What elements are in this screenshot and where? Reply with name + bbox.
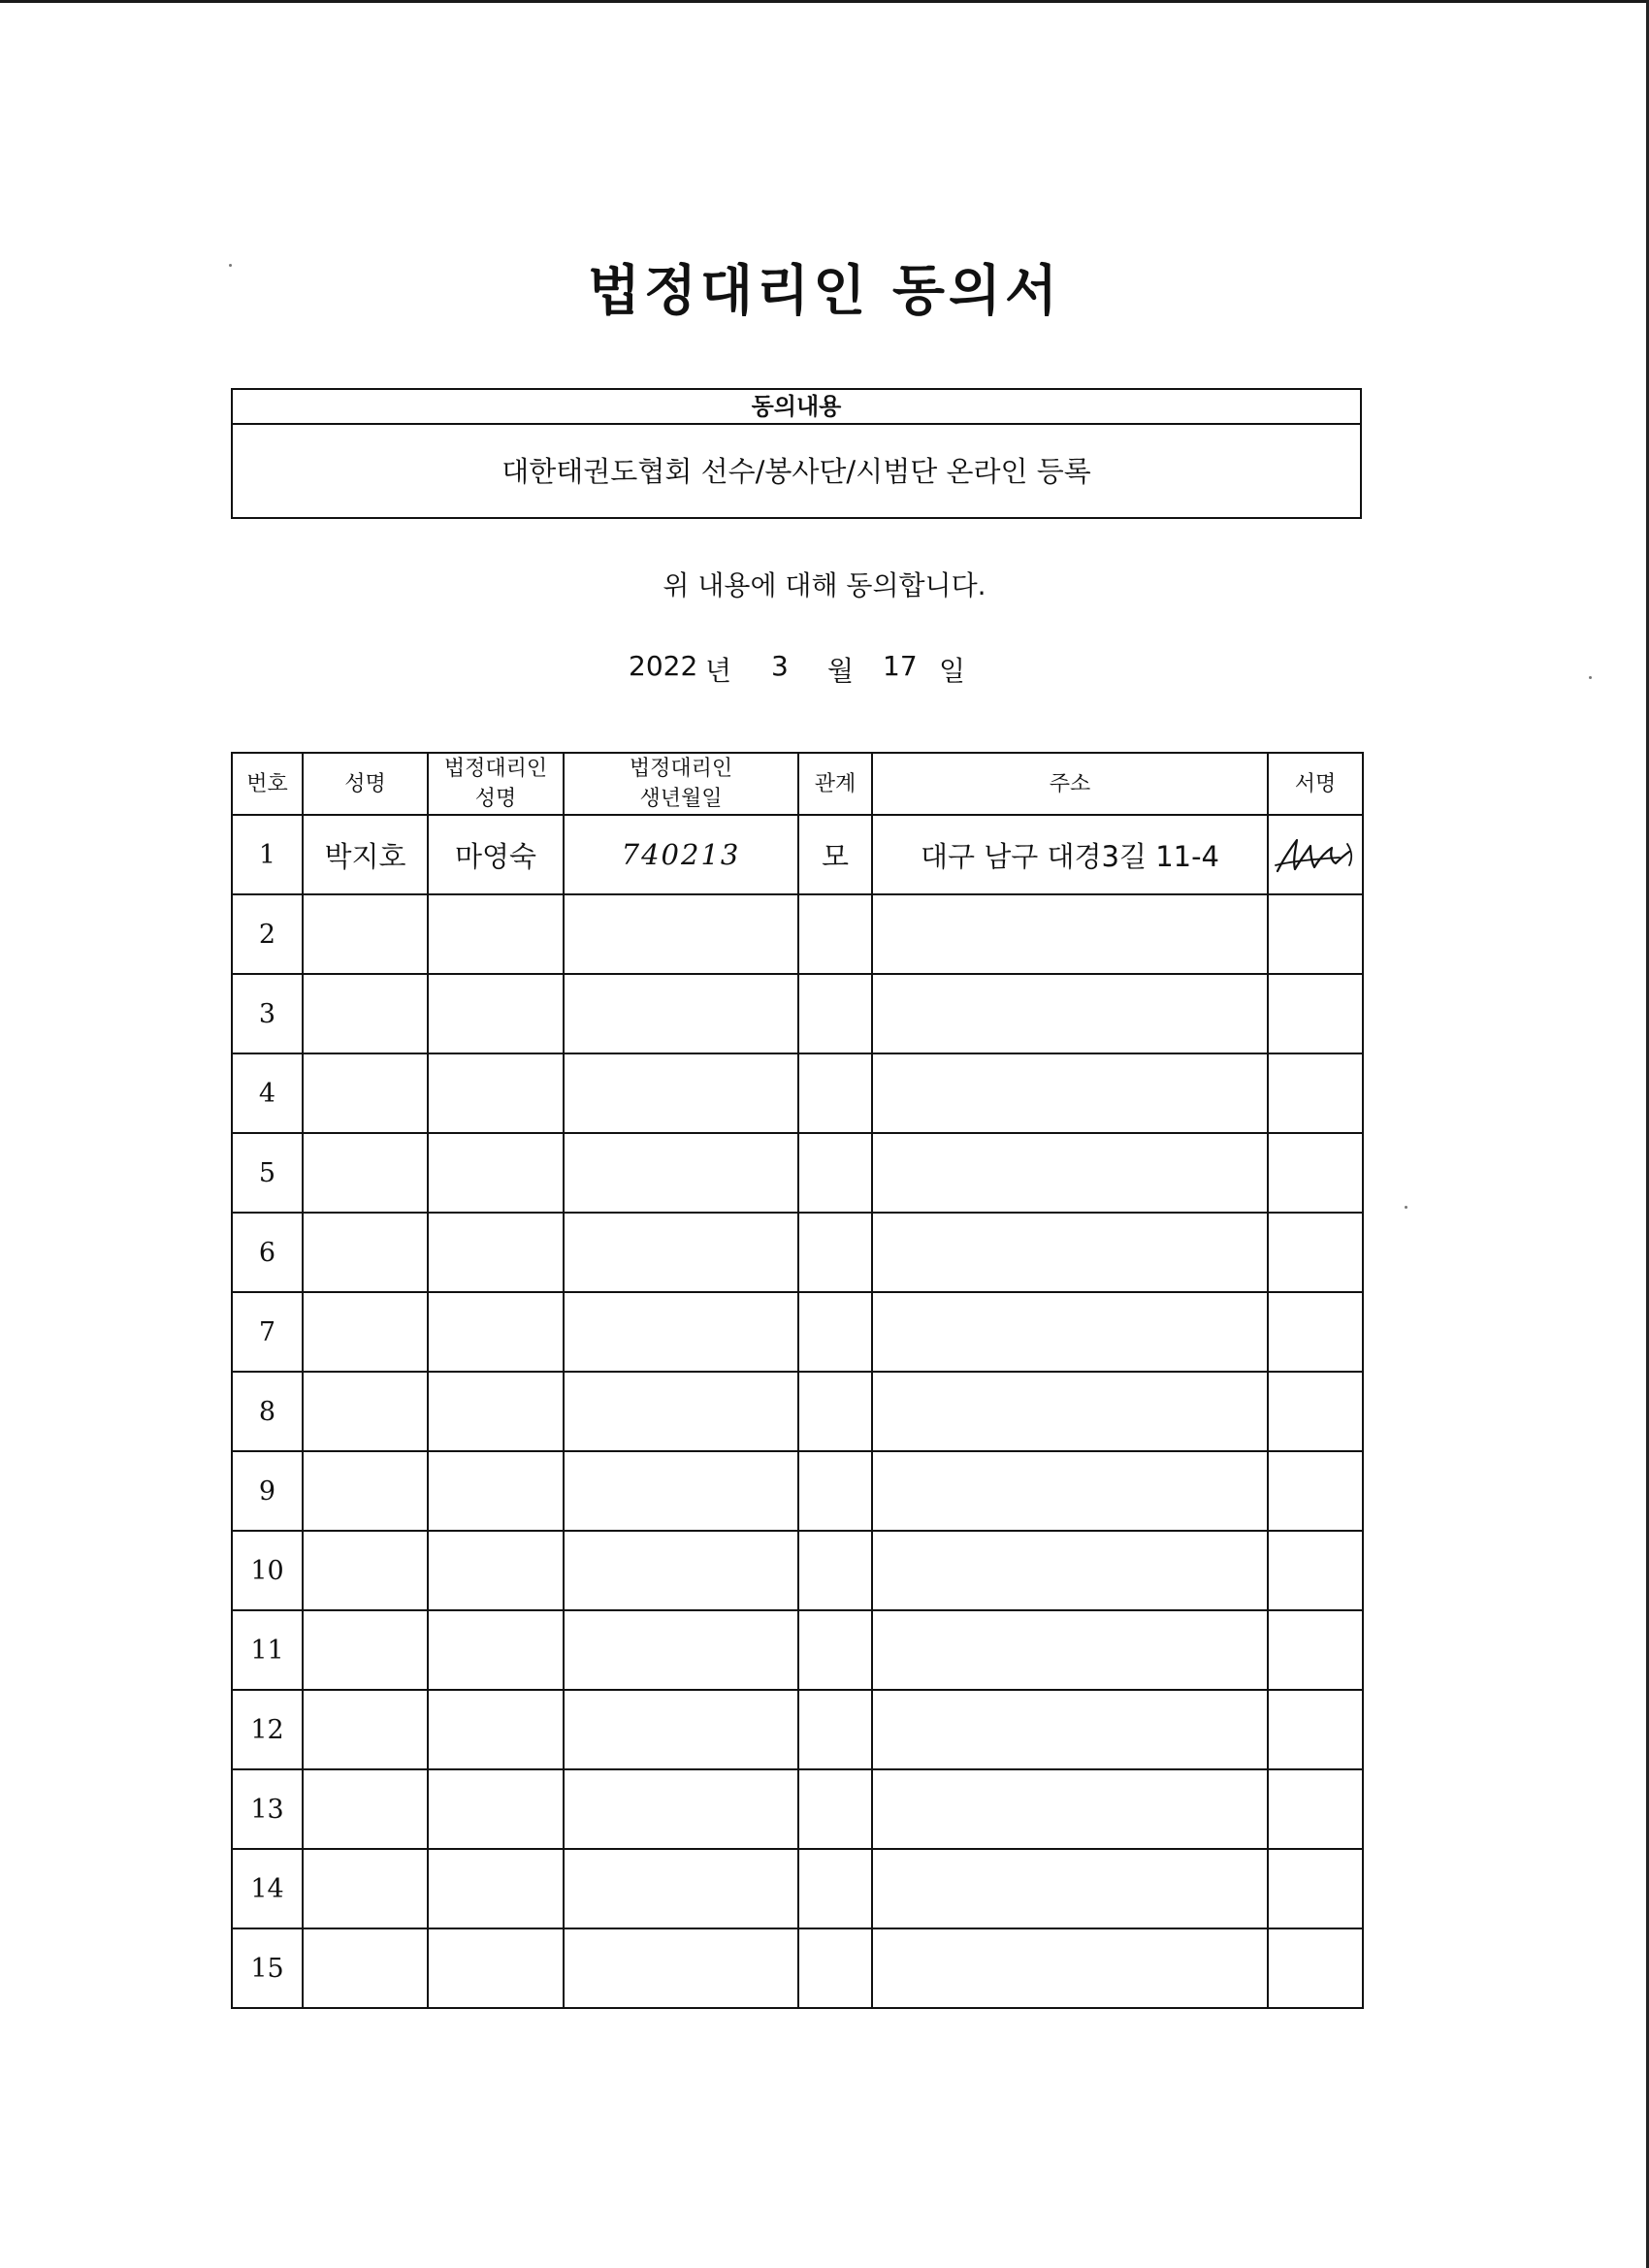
row-number: 9: [232, 1451, 303, 1531]
consent-body: 대한태권도협회 선수/봉사단/시범단 온라인 등록: [501, 455, 1091, 488]
row-number: 6: [232, 1213, 303, 1292]
row-number: 8: [232, 1372, 303, 1451]
header-signature: 서명: [1268, 753, 1363, 815]
header-address: 주소: [872, 753, 1268, 815]
row-number: 7: [232, 1292, 303, 1372]
row-signature: [1268, 1531, 1363, 1610]
row-guardian-name: [428, 974, 564, 1053]
row-guardian-birth: [564, 1690, 798, 1769]
row-number: 14: [232, 1849, 303, 1928]
date-day-unit: 일: [939, 655, 966, 687]
row-name: [303, 894, 428, 974]
row-guardian-name: [428, 1690, 564, 1769]
row-name: [303, 1769, 428, 1849]
scan-speck: [1405, 1206, 1407, 1209]
row-guardian-name: [428, 1133, 564, 1213]
table-row: [232, 1053, 1363, 1133]
table-row: [232, 1769, 1363, 1849]
table-row: [232, 1610, 1363, 1690]
row-guardian-birth: [564, 1133, 798, 1213]
row-number: 5: [232, 1133, 303, 1213]
row-signature: [1268, 1213, 1363, 1292]
row-guardian-birth: [564, 1053, 798, 1133]
row-guardian-birth: [564, 1769, 798, 1849]
row-relation: 모: [798, 815, 872, 894]
row-name: 박지호: [303, 815, 428, 894]
scan-edge-top: [0, 0, 1649, 3]
header-guardian-name-line1: 법정대리인: [443, 757, 548, 781]
row-address: [872, 1849, 1268, 1928]
row-guardian-name: [428, 1610, 564, 1690]
row-name: [303, 1849, 428, 1928]
guardian-roster-table: [231, 752, 1364, 2009]
row-address: [872, 974, 1268, 1053]
row-relation: [798, 1531, 872, 1610]
agreement-statement: 위 내용에 대해 동의합니다.: [663, 569, 986, 601]
date-month-unit: 월: [827, 655, 855, 687]
row-signature: [1268, 894, 1363, 974]
row-relation: [798, 1928, 872, 2008]
row-address: [872, 1213, 1268, 1292]
consent-box: [231, 388, 1362, 519]
row-relation: [798, 1849, 872, 1928]
row-relation: [798, 1133, 872, 1213]
row-address: [872, 1451, 1268, 1531]
row-name: [303, 1928, 428, 2008]
row-guardian-name: [428, 1849, 564, 1928]
row-relation: [798, 1292, 872, 1372]
header-guardian-name-line2: 성명: [474, 787, 517, 811]
row-number: 13: [232, 1769, 303, 1849]
row-name: [303, 1531, 428, 1610]
row-number: 11: [232, 1610, 303, 1690]
document-title: 법정대리인 동의서: [587, 260, 1062, 323]
row-guardian-name: [428, 1769, 564, 1849]
header-guardian-name: [428, 753, 564, 815]
row-relation: [798, 894, 872, 974]
row-relation: [798, 1213, 872, 1292]
row-guardian-name: [428, 1928, 564, 2008]
table-row: [232, 1451, 1363, 1531]
row-relation: [798, 1053, 872, 1133]
row-number: 12: [232, 1690, 303, 1769]
row-address: [872, 1133, 1268, 1213]
row-guardian-name: [428, 1451, 564, 1531]
row-address: [872, 1053, 1268, 1133]
row-address: 대구 남구 대경3길 11-4: [872, 815, 1268, 894]
header-no: 번호: [232, 753, 303, 815]
row-guardian-birth: [564, 1213, 798, 1292]
table-body: [232, 815, 1363, 2008]
row-name: [303, 1053, 428, 1133]
row-guardian-name: [428, 894, 564, 974]
row-number: 15: [232, 1928, 303, 2008]
table-row: [232, 1292, 1363, 1372]
row-signature: [1268, 1610, 1363, 1690]
row-address: [872, 894, 1268, 974]
row-guardian-name: 마영숙: [428, 815, 564, 894]
row-name: [303, 1610, 428, 1690]
row-guardian-birth: [564, 1451, 798, 1531]
table-row: [232, 1531, 1363, 1610]
row-guardian-birth: 740213: [564, 815, 798, 894]
row-name: [303, 1133, 428, 1213]
table-row: [232, 894, 1363, 974]
row-address: [872, 1610, 1268, 1690]
date-year-unit: 년: [705, 655, 732, 687]
table-row: [232, 1213, 1363, 1292]
row-name: [303, 1690, 428, 1769]
table-row: [232, 815, 1363, 894]
header-name: 성명: [303, 753, 428, 815]
row-relation: [798, 1610, 872, 1690]
row-signature: [1268, 1372, 1363, 1451]
scan-speck: [1589, 676, 1592, 679]
table-row: [232, 1372, 1363, 1451]
table-row: [232, 1928, 1363, 2008]
header-guardian-birth-line1: 법정대리인: [629, 757, 733, 781]
row-name: [303, 1292, 428, 1372]
header-guardian-birth: [564, 753, 798, 815]
row-signature: [1268, 1690, 1363, 1769]
row-relation: [798, 1451, 872, 1531]
row-name: [303, 1372, 428, 1451]
row-guardian-name: [428, 1292, 564, 1372]
consent-header: 동의내용: [233, 390, 1360, 425]
row-signature: [1268, 1053, 1363, 1133]
row-signature: [1268, 1133, 1363, 1213]
row-address: [872, 1928, 1268, 2008]
row-guardian-birth: [564, 1849, 798, 1928]
row-address: [872, 1292, 1268, 1372]
header-guardian-birth-line2: 생년월일: [639, 787, 723, 811]
row-guardian-name: [428, 1372, 564, 1451]
row-address: [872, 1372, 1268, 1451]
row-address: [872, 1531, 1268, 1610]
row-signature: [1268, 1769, 1363, 1849]
row-guardian-birth: [564, 1928, 798, 2008]
table-header-row: [232, 753, 1363, 815]
row-guardian-name: [428, 1531, 564, 1610]
row-signature: [1268, 815, 1363, 894]
date-year: 2022: [629, 650, 698, 682]
row-guardian-birth: [564, 1610, 798, 1690]
row-address: [872, 1690, 1268, 1769]
table-row: [232, 1849, 1363, 1928]
row-guardian-birth: [564, 974, 798, 1053]
row-number: 3: [232, 974, 303, 1053]
row-number: 1: [232, 815, 303, 894]
row-signature: [1268, 1292, 1363, 1372]
row-relation: [798, 974, 872, 1053]
row-guardian-birth: [564, 1531, 798, 1610]
row-signature: [1268, 1451, 1363, 1531]
row-address: [872, 1769, 1268, 1849]
row-guardian-name: [428, 1053, 564, 1133]
row-name: [303, 974, 428, 1053]
table-row: [232, 1690, 1363, 1769]
row-guardian-birth: [564, 1292, 798, 1372]
row-signature: [1268, 1849, 1363, 1928]
row-signature: [1268, 974, 1363, 1053]
table-row: [232, 974, 1363, 1053]
row-relation: [798, 1372, 872, 1451]
date-month: 3: [771, 650, 789, 682]
table-row: [232, 1133, 1363, 1213]
row-number: 10: [232, 1531, 303, 1610]
row-name: [303, 1213, 428, 1292]
row-guardian-birth: [564, 894, 798, 974]
row-signature: [1268, 1928, 1363, 2008]
row-guardian-name: [428, 1213, 564, 1292]
row-number: 4: [232, 1053, 303, 1133]
date-day: 17: [883, 650, 918, 682]
header-relation: 관계: [798, 753, 872, 815]
row-guardian-birth: [564, 1372, 798, 1451]
row-relation: [798, 1769, 872, 1849]
row-name: [303, 1451, 428, 1531]
row-relation: [798, 1690, 872, 1769]
row-number: 2: [232, 894, 303, 974]
handwritten-signature: [1272, 830, 1359, 879]
